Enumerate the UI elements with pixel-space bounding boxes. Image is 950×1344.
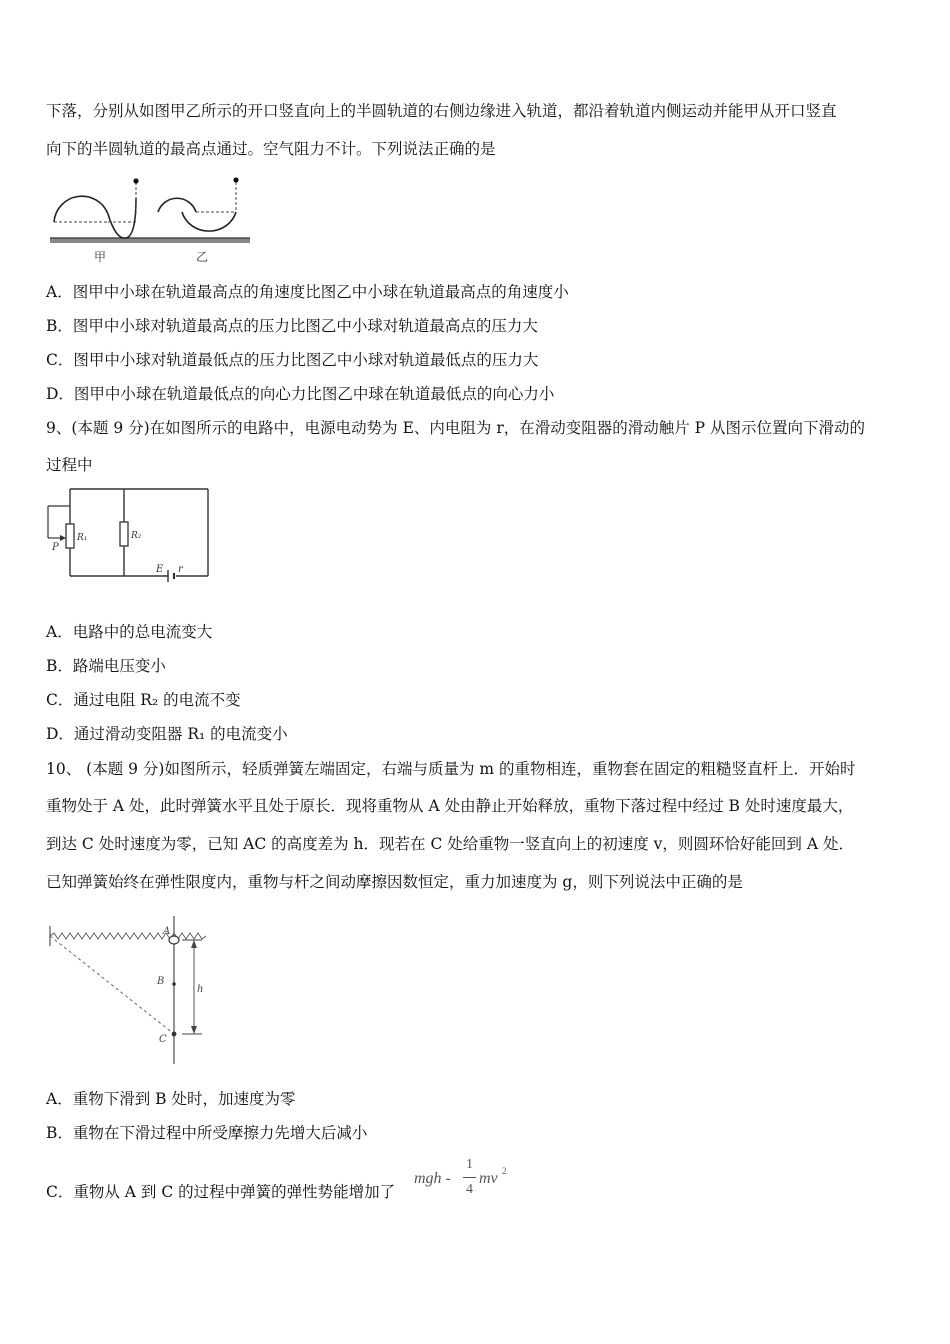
resistor-r1: [66, 524, 74, 548]
point-c: [172, 1032, 177, 1037]
label-a: A: [163, 926, 171, 937]
q9-circuit-figure: [44, 486, 212, 582]
q9-option-b: B．路端电压变小: [46, 657, 166, 675]
label-r1: R₁: [77, 533, 88, 543]
q8-option-c: C．图甲中小球对轨道最低点的压力比图乙中小球对轨道最低点的压力大: [46, 351, 539, 369]
q8-option-a: A．图甲中小球在轨道最高点的角速度比图乙中小球在轨道最高点的角速度小: [46, 283, 569, 301]
fraction-bar: [463, 1177, 476, 1178]
label-yi: 乙: [196, 250, 209, 264]
q10-text-line4: 已知弹簧始终在弹性限度内，重物与杆之间动摩擦因数恒定，重力加速度为 g，则下列说法中正确的是: [46, 873, 743, 891]
arrow-up-icon: [191, 940, 197, 948]
q10-option-c: C．重物从 A 到 C 的过程中弹簧的弹性势能增加了: [46, 1183, 396, 1201]
q8-track-figure: [46, 174, 252, 266]
label-e: E: [156, 564, 164, 575]
slider-arrow-icon: [60, 535, 66, 541]
q10-text-line2: 重物处于 A 处，此时弹簧水平且处于原长．现将重物从 A 处由静止开始释放，重物下落过程中经过 B 处时速度最大，: [46, 797, 854, 815]
formula-left: mgh -: [414, 1170, 451, 1187]
q10-text-line3: 到达 C 处时速度为零，已知 AC 的高度差为 h．现若在 C 处给重物一竖直向上的初速度 v，则圆环恰好能回到 A 处．: [46, 835, 854, 853]
jia-ball: [133, 178, 138, 183]
label-b: B: [157, 976, 165, 987]
q9-option-c: C．通过电阻 R₂ 的电流不变: [46, 691, 241, 709]
formula-denominator: 4: [466, 1182, 473, 1197]
q8-option-b: B．图甲中小球对轨道最高点的压力比图乙中小球对轨道最高点的压力大: [46, 317, 538, 335]
weight-at-a: [169, 936, 179, 944]
yi-upper-arc: [158, 198, 196, 212]
jia-lower-arc: [108, 198, 136, 238]
resistor-r2: [120, 522, 128, 546]
yi-lower-arc: [182, 212, 236, 231]
jia-upper-arc: [54, 196, 108, 222]
label-r: r: [178, 564, 183, 575]
formula-right: mv: [479, 1170, 498, 1187]
q8-text-line1: 下落，分别从如图甲乙所示的开口竖直向上的半圆轨道的右侧边缘进入轨道，都沿着轨道内侧运动并能甲从开口竖直: [46, 102, 837, 120]
q8-option-d: D．图甲中小球在轨道最低点的向心力比图乙中球在轨道最低点的向心力小: [46, 385, 555, 403]
label-r2: R₂: [131, 531, 142, 541]
q8-text-line2: 向下的半圆轨道的最高点通过。空气阻力不计。下列说法正确的是: [46, 140, 496, 158]
formula-exponent: 2: [502, 1166, 507, 1176]
point-b: [172, 982, 176, 986]
q10-text-line1: 10、 (本题 9 分)如图所示，轻质弹簧左端固定，右端与质量为 m 的重物相连，重物套在固定的粗糙竖直杆上．开始时: [46, 760, 856, 778]
spring: [50, 933, 206, 939]
q10-option-a: A．重物下滑到 B 处时，加速度为零: [46, 1090, 296, 1108]
yi-ball: [233, 177, 238, 182]
q9-option-a: A．电路中的总电流变大: [46, 623, 213, 641]
q10-spring-figure: [44, 912, 214, 1068]
q9-text-line2: 过程中: [46, 456, 93, 474]
arrow-down-icon: [191, 1026, 197, 1034]
label-jia: 甲: [94, 250, 107, 264]
q10-option-b: B．重物在下滑过程中所受摩擦力先增大后减小: [46, 1124, 368, 1142]
formula-numerator: 1: [466, 1157, 473, 1172]
label-c: C: [159, 1034, 167, 1045]
q9-option-d: D．通过滑动变阻器 R₁ 的电流变小: [46, 725, 288, 743]
label-p: P: [52, 542, 59, 553]
label-h: h: [197, 984, 204, 995]
ground: [50, 238, 250, 243]
q9-text-line1: 9、(本题 9 分)在如图所示的电路中，电源电动势为 E、内电阻为 r，在滑动变阻器的滑动触片 P 从图示位置向下滑动的: [46, 419, 866, 437]
